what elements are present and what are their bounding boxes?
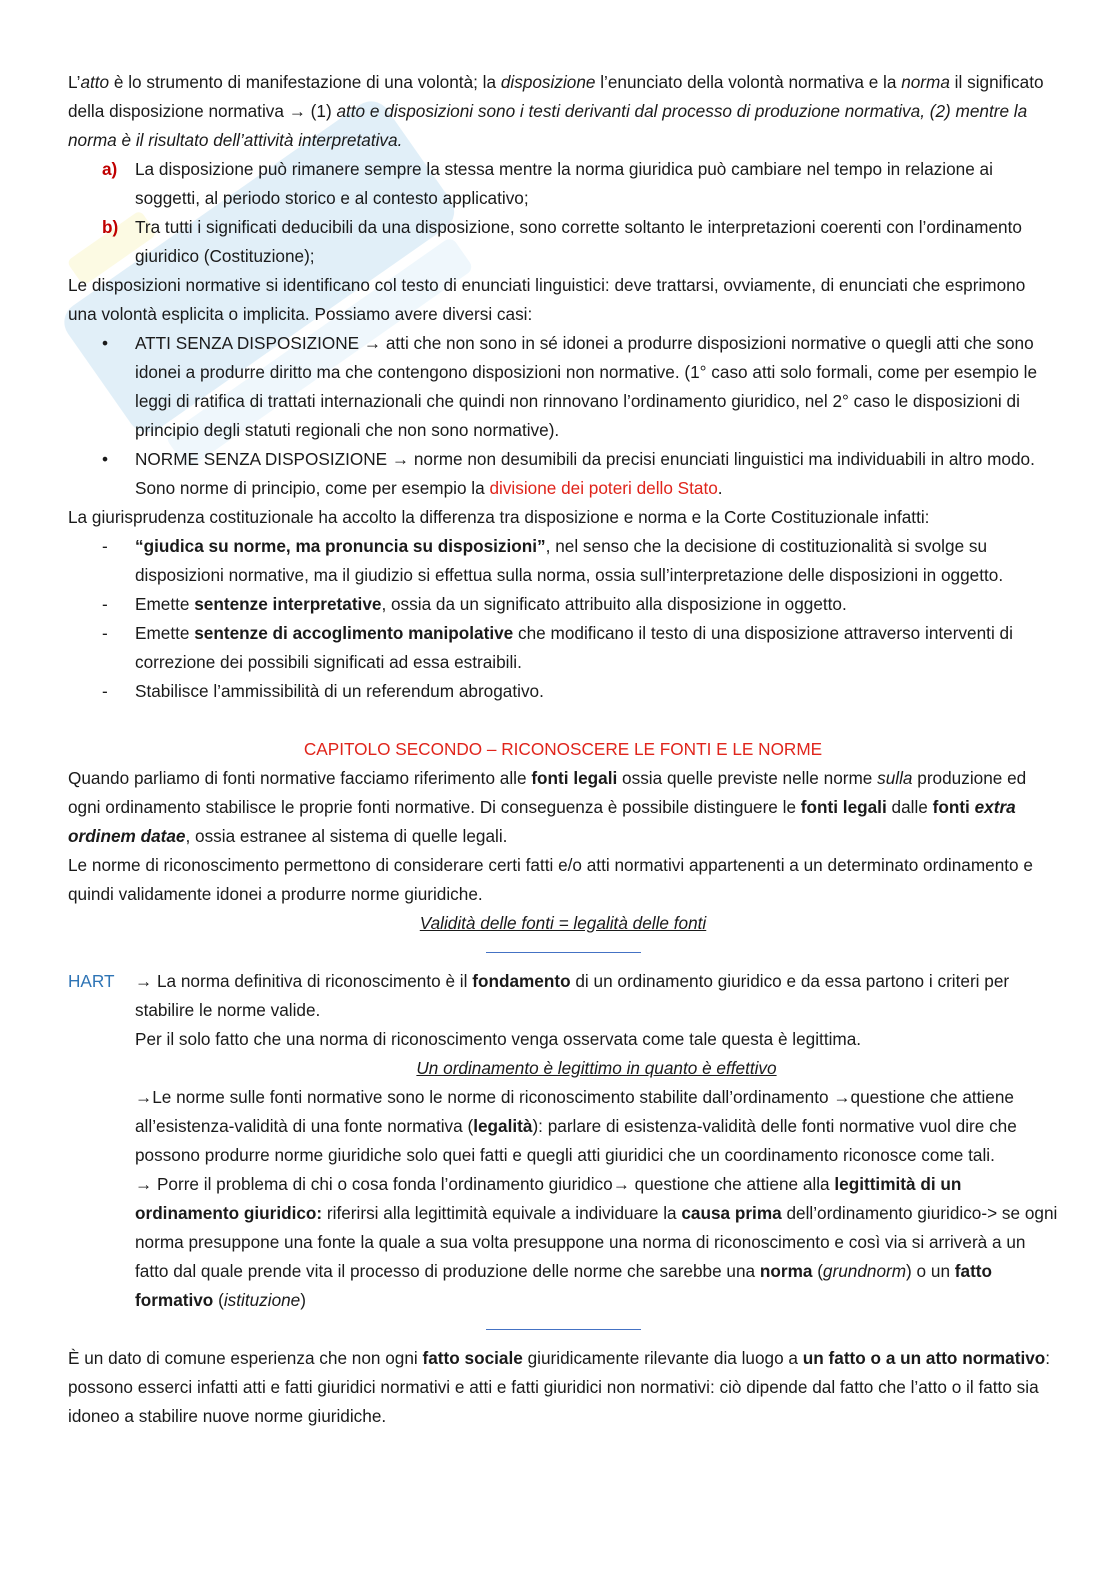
document-page	[68, 68, 1058, 1431]
arrow-right-icon: →	[363, 333, 382, 353]
list-item: • ATTI SENZA DISPOSIZIONE → atti che non sono in sé idonei a produrre disposizioni normative o quegli atti che sono idonei a produrre diritto ma che contengono disposizioni non normative. (1° caso atti solo formali, come per esempio le leggi di ratifica di trattati internazionali che quindi non rinnovano l’ordinamento giuridico, nel 2° caso le disposizioni di principio degli statuti regionali che non sono normative).	[68, 329, 1058, 445]
list-item: b) Tra tutti i significati deducibili da una disposizione, sono corrette soltanto le interpretazioni coerenti con l’ordinamento giuridico (Costituzione);	[102, 217, 1022, 266]
arrow-right-icon: →	[391, 449, 410, 469]
arrow-right-icon: →	[135, 1174, 153, 1194]
bullet-icon: •	[102, 449, 109, 469]
hart-label: HART	[68, 971, 115, 991]
chapter-title: CAPITOLO SECONDO – RICONOSCERE LE FONTI E LE NORME	[303, 739, 823, 759]
list-item: - “giudica su norme, ma pronuncia su disposizioni”, nel senso che la decisione di costituzionalità si svolge su disposizioni normative, ma il giudizio si effettua sulla norma, ossia sull’interpretazione delle disposizioni in oggetto.	[102, 536, 1004, 585]
bullet-list	[68, 329, 1058, 503]
divider	[486, 952, 641, 953]
arrow-right-icon: →	[612, 1174, 630, 1194]
list-item: - Stabilisce l’ammissibilità di un referendum abrogativo.	[102, 681, 544, 701]
paragraph-giurisprudenza: La giurisprudenza costituzionale ha accolto la differenza tra disposizione e norma e la Corte Costituzionale infatti:	[68, 507, 930, 527]
bullet-icon: •	[102, 333, 109, 353]
lettered-list	[68, 155, 1058, 271]
arrow-right-icon: →	[288, 101, 306, 121]
dash-list	[68, 532, 1058, 706]
list-item: a) La disposizione può rimanere sempre la stessa mentre la norma giuridica può cambiare nel tempo in relazione ai soggetti, al periodo storico e al contesto applicativo;	[102, 159, 993, 208]
highlight-text: divisione dei poteri dello Stato	[489, 478, 718, 498]
arrow-right-icon: →	[135, 971, 153, 991]
paragraph-fonti-legali: Quando parliamo di fonti normative facciamo riferimento alle fonti legali ossia quelle previste nelle norme sulla produzione ed ogni ordinamento stabilisce le proprie fonti normative. Di conseguenza è possibile distinguere le fonti legali dalle fonti extra ordinem datae, ossia estranee al sistema di quelle legali.	[68, 768, 1027, 846]
list-item: - Emette sentenze interpretative, ossia da un significato attribuito alla disposizione in oggetto.	[102, 594, 847, 614]
list-item: • NORME SENZA DISPOSIZIONE → norme non desumibili da precisi enunciati linguistici ma individuabili in altro modo. Sono norme di principio, come per esempio la divisione dei poteri dello Stato.	[68, 445, 1058, 503]
formula-validita: Validità delle fonti = legalità delle fonti	[419, 913, 707, 933]
paragraph-disposizioni: Le disposizioni normative si identificano col testo di enunciati linguistici: deve trattarsi, ovviamente, di enunciati che esprimono una volontà esplicita o implicita. Possiamo avere diversi casi:	[68, 275, 1026, 324]
paragraph-fatto-sociale: È un dato di comune esperienza che non ogni fatto sociale giuridicamente rilevante dia luogo a un fatto o a un atto normativo: possono esserci infatti atti e fatti giuridici normativi e atti e fatti giuridici non normativi: ciò dipende dal fatto che l’atto o il fatto sia idoneo a stabilire nuove norme giuridiche.	[68, 1348, 1051, 1426]
arrow-right-icon: →	[833, 1087, 851, 1107]
paragraph-norme-riconoscimento: Le norme di riconoscimento permettono di considerare certi fatti e/o atti normativi appartenenti a un determinato ordinamento e quindi validamente idonei a produrre norme giuridiche.	[68, 855, 1033, 904]
divider	[486, 1329, 641, 1330]
list-item: - Emette sentenze di accoglimento manipolative che modificano il testo di una disposizione attraverso interventi di correzione dei possibili significati ad essa estraibili.	[102, 623, 1013, 672]
paragraph-atto-disposizione-norma: L’atto è lo strumento di manifestazione di una volontà; la disposizione l’enunciato della volontà normativa e la norma il significato della disposizione normativa → (1) atto e disposizioni sono i testi derivanti dal processo di produzione normativa, (2) mentre la norma è il risultato dell’attività interpretativa.	[68, 72, 1044, 150]
formula-ordinamento: Un ordinamento è legittimo in quanto è effettivo	[416, 1058, 777, 1078]
arrow-right-icon: →	[135, 1087, 153, 1107]
hart-section: HART → La norma definitiva di riconoscimento è il fondamento di un ordinamento giuridico e da essa partono i criteri per stabilire le norme valide. Per il solo fatto che una norma di riconoscimento venga osservata come tale questa è legittima. Un ordinamento è legittimo in quanto è effettivo →Le norme sulle fonti normative sono le norme di riconoscimento stabilite dall’ordinamento →questione che attiene all’esistenza-validità di una fonte normativa (legalità): parlare di esistenza-validità delle fonti normative vuol dire che possono produrre norme giuridiche solo quei fatti e quegli atti giuridici che un coordinamento riconosce come tali. → Porre il problema di chi o cosa fonda l’ordinamento giuridico→ questione che attiene alla legittimità di un ordinamento giuridico: riferirsi alla legittimità equivale a individuare la causa prima dell’ordinamento giuridico-> se ogni norma presuppone una fonte la quale a sua volta presuppone una norma di riconoscimento e così via si arriverà a un fatto dal quale prende vita il processo di produzione delle norme che sarebbe una norma (grundnorm) o un fatto formativo (istituzione)	[68, 967, 1058, 1315]
